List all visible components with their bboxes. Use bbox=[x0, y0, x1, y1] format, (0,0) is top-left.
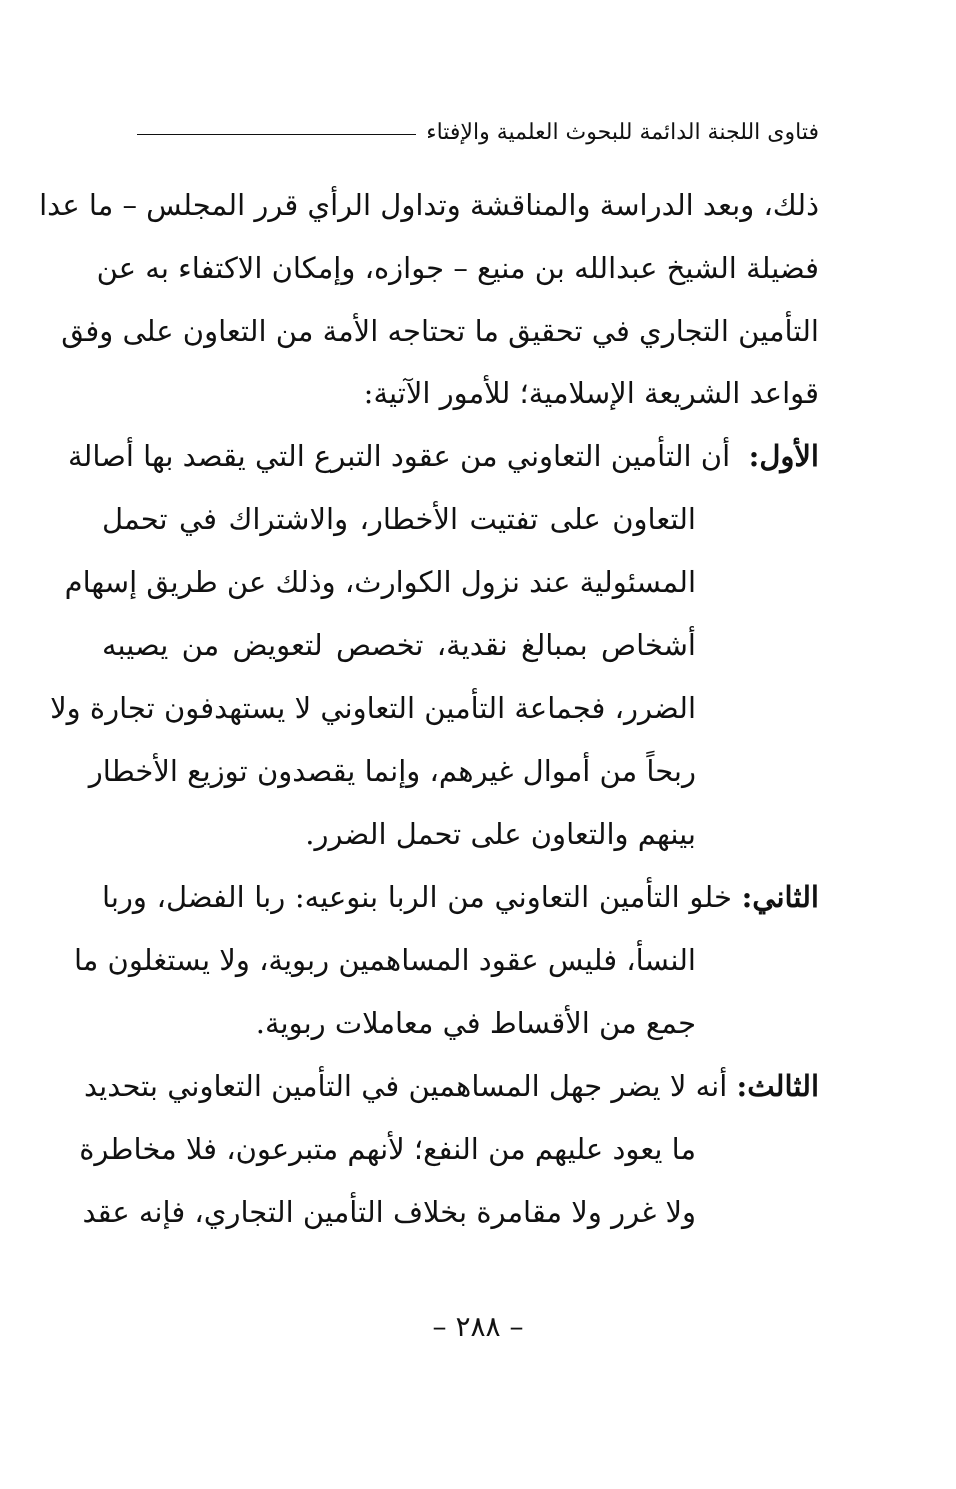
item-text: أن التأمين التعاوني من عقود التبرع التي يقصد بها أصالة bbox=[68, 439, 731, 473]
item-line: ربحاً من أموال غيرهم، وإنما يقصدون توزيع الأخطار bbox=[88, 754, 696, 788]
item-line: ما يعود عليهم من النفع؛ لأنهم متبرعون، فلا مخاطرة bbox=[79, 1132, 696, 1166]
item-line: ولا غرر ولا مقامرة بخلاف التأمين التجاري، فإنه عقد bbox=[82, 1195, 696, 1229]
item-line: بينهم والتعاون على تحمل الضرر. bbox=[305, 817, 696, 851]
item-line: جمع من الأقساط في معاملات ربوية. bbox=[255, 1006, 696, 1040]
item-first-line bbox=[83, 1066, 819, 1106]
item-first-line bbox=[102, 877, 819, 917]
page-number: – ٢٨٨ – bbox=[432, 1310, 524, 1343]
header-rule bbox=[137, 134, 416, 135]
intro-line-2: فضيلة الشيخ عبدالله بن منيع – جوازه، وإمكان الاكتفاء به عن bbox=[96, 251, 819, 285]
item-label: الثالث: bbox=[736, 1069, 819, 1103]
item-label: الثاني: bbox=[741, 880, 819, 914]
item-line: المسئولية عند نزول الكوارث، وذلك عن طريق إسهام bbox=[64, 565, 696, 599]
item-label: الأول: bbox=[748, 439, 819, 473]
intro-line-3: التأمين التجاري في تحقيق ما تحتاجه الأمة من التعاون على وفق bbox=[61, 314, 819, 348]
running-header bbox=[137, 112, 819, 152]
item-line: النسأ، فليس عقود المساهمين ربوية، ولا يستغلون ما bbox=[73, 943, 696, 977]
header-title: فتاوى اللجنة الدائمة للبحوث العلمية والإفتاء bbox=[426, 119, 819, 145]
item-line: الضرر، فجماعة التأمين التعاوني لا يستهدفون تجارة ولا bbox=[50, 691, 696, 725]
intro-line-1: ذلك، وبعد الدراسة والمناقشة وتداول الرأي قرر المجلس – ما عدا bbox=[39, 188, 819, 222]
item-line: أشخاص بمبالغ نقدية، تخصص لتعويض من يصيبه bbox=[102, 628, 696, 662]
item-text: خلو التأمين التعاوني من الربا بنوعيه: ربا الفضل، وربا bbox=[102, 880, 732, 914]
item-line: التعاون على تفتيت الأخطار، والاشتراك في تحمل bbox=[102, 502, 696, 536]
item-first-line bbox=[68, 436, 819, 476]
intro-line-4: قواعد الشريعة الإسلامية؛ للأمور الآتية: bbox=[363, 376, 819, 410]
item-text: أنه لا يضر جهل المساهمين في التأمين التعاوني بتحديد bbox=[83, 1069, 728, 1103]
